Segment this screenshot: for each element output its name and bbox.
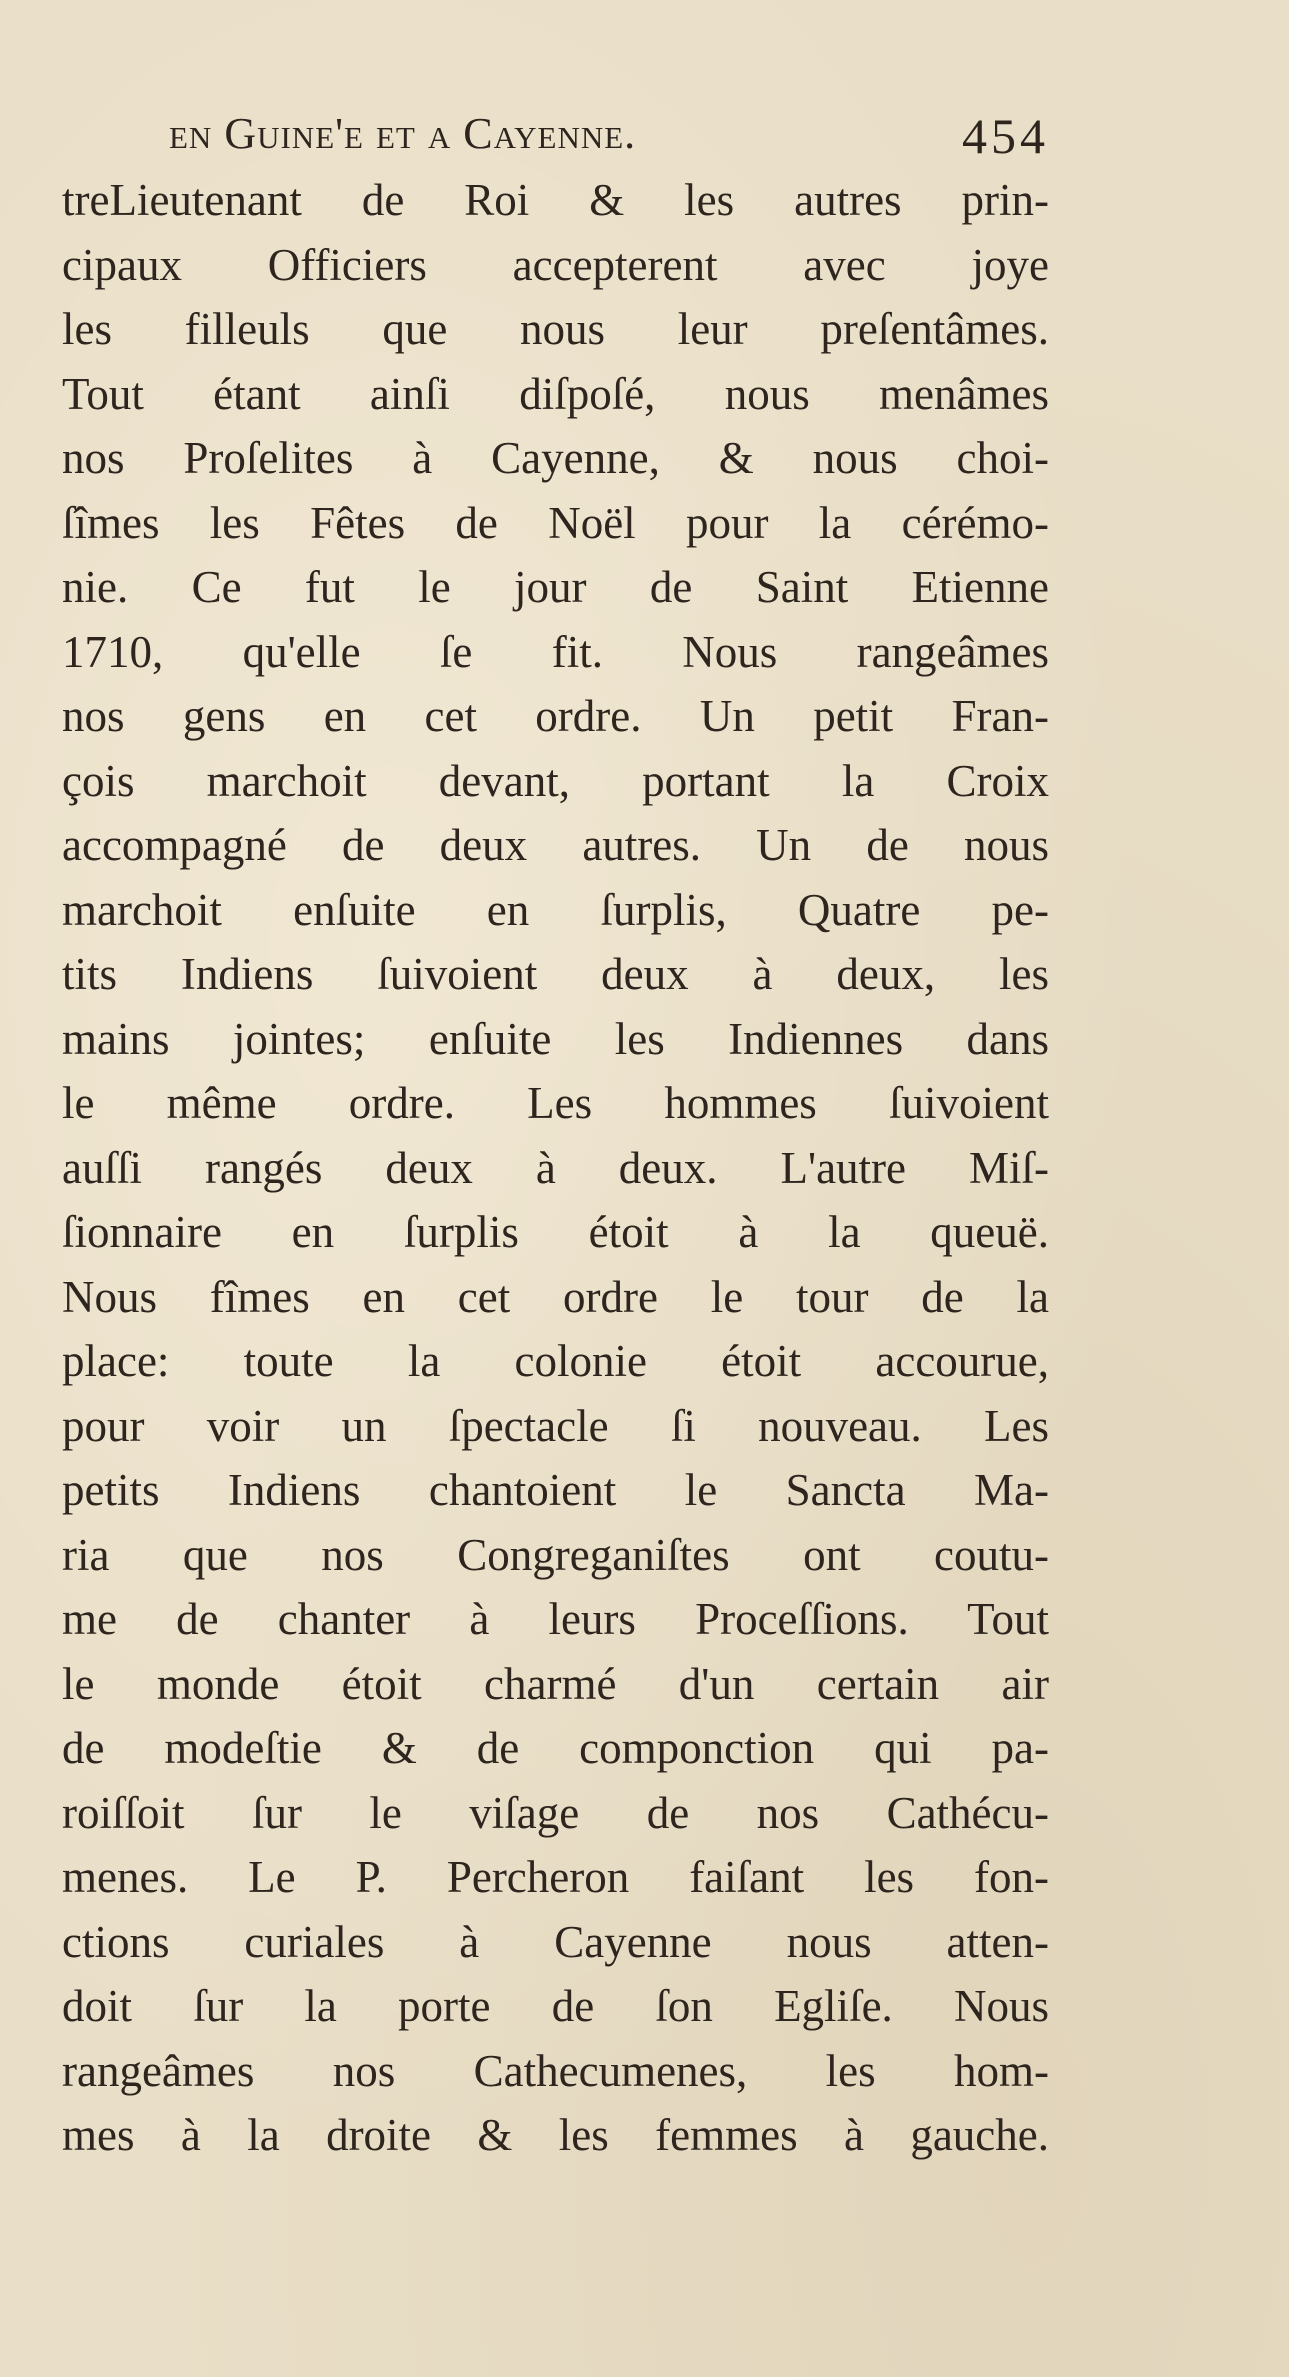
text-line: roiſſoit ſur le viſage de nos Cathécu- (62, 1787, 1049, 1838)
text-line: rangeâmes nos Cathecumenes, les hom- (62, 2045, 1049, 2096)
text-line: Nous fîmes en cet ordre le tour de la (62, 1271, 1049, 1322)
text-line: ctions curiales à Cayenne nous atten- (62, 1916, 1049, 1967)
text-line: menes. Le P. Percheron faiſant les fon- (62, 1852, 1049, 1902)
text-line: 1710, qu'elle ſe fit. Nous rangeâmes (62, 626, 1049, 677)
text-line: de modeſtie & de componction qui pa- (62, 1723, 1049, 1773)
text-line: doit ſur la porte de ſon Egliſe. Nous (62, 1981, 1049, 2031)
text-line: petits Indiens chantoient le Sancta Ma- (62, 1465, 1049, 1515)
body-text (62, 168, 1049, 2168)
text-line: nie. Ce fut le jour de Saint Etienne (62, 562, 1049, 612)
text-line: pour voir un ſpectacle ſi nouveau. Les (62, 1400, 1049, 1451)
text-line: mains jointes; enſuite les Indiennes dans (62, 1013, 1049, 1064)
text-line: mes à la droite & les femmes à gauche. (62, 2110, 1049, 2160)
text-line: les filleuls que nous leur preſentâmes. (62, 304, 1049, 354)
text-line: ſîmes les Fêtes de Noël pour la cérémo- (62, 497, 1049, 548)
text-line: ſionnaire en ſurplis étoit à la queuë. (62, 1207, 1049, 1257)
text-line: me de chanter à leurs Proceſſions. Tout (62, 1594, 1049, 1644)
text-line: nos gens en cet ordre. Un petit Fran- (62, 691, 1049, 741)
text-line: place: toute la colonie étoit accourue, (62, 1336, 1049, 1386)
page-header (169, 104, 1049, 164)
text-line: marchoit enſuite en ſurplis, Quatre pe- (62, 884, 1049, 935)
text-line: tits Indiens ſuivoient deux à deux, les (62, 949, 1049, 999)
text-line: accompagné de deux autres. Un de nous (62, 820, 1049, 870)
text-line: le même ordre. Les hommes ſuivoient (62, 1078, 1049, 1128)
running-title: en Guine'e et a Cayenne. (169, 109, 637, 158)
text-line: cipaux Officiers accepterent avec joye (62, 239, 1049, 290)
text-line: nos Proſelites à Cayenne, & nous choi- (62, 433, 1049, 483)
text-line: çois marchoit devant, portant la Croix (62, 755, 1049, 806)
text-line: treLieutenant de Roi & les autres prin- (62, 175, 1049, 225)
text-line: ria que nos Congreganiſtes ont coutu- (62, 1529, 1049, 1580)
text-line: auſſi rangés deux à deux. L'autre Miſ- (62, 1142, 1049, 1193)
page-number: 454 (962, 108, 1049, 164)
text-line: le monde étoit charmé d'un certain air (62, 1658, 1049, 1709)
text-line: Tout étant ainſi diſpoſé, nous menâmes (62, 368, 1049, 419)
